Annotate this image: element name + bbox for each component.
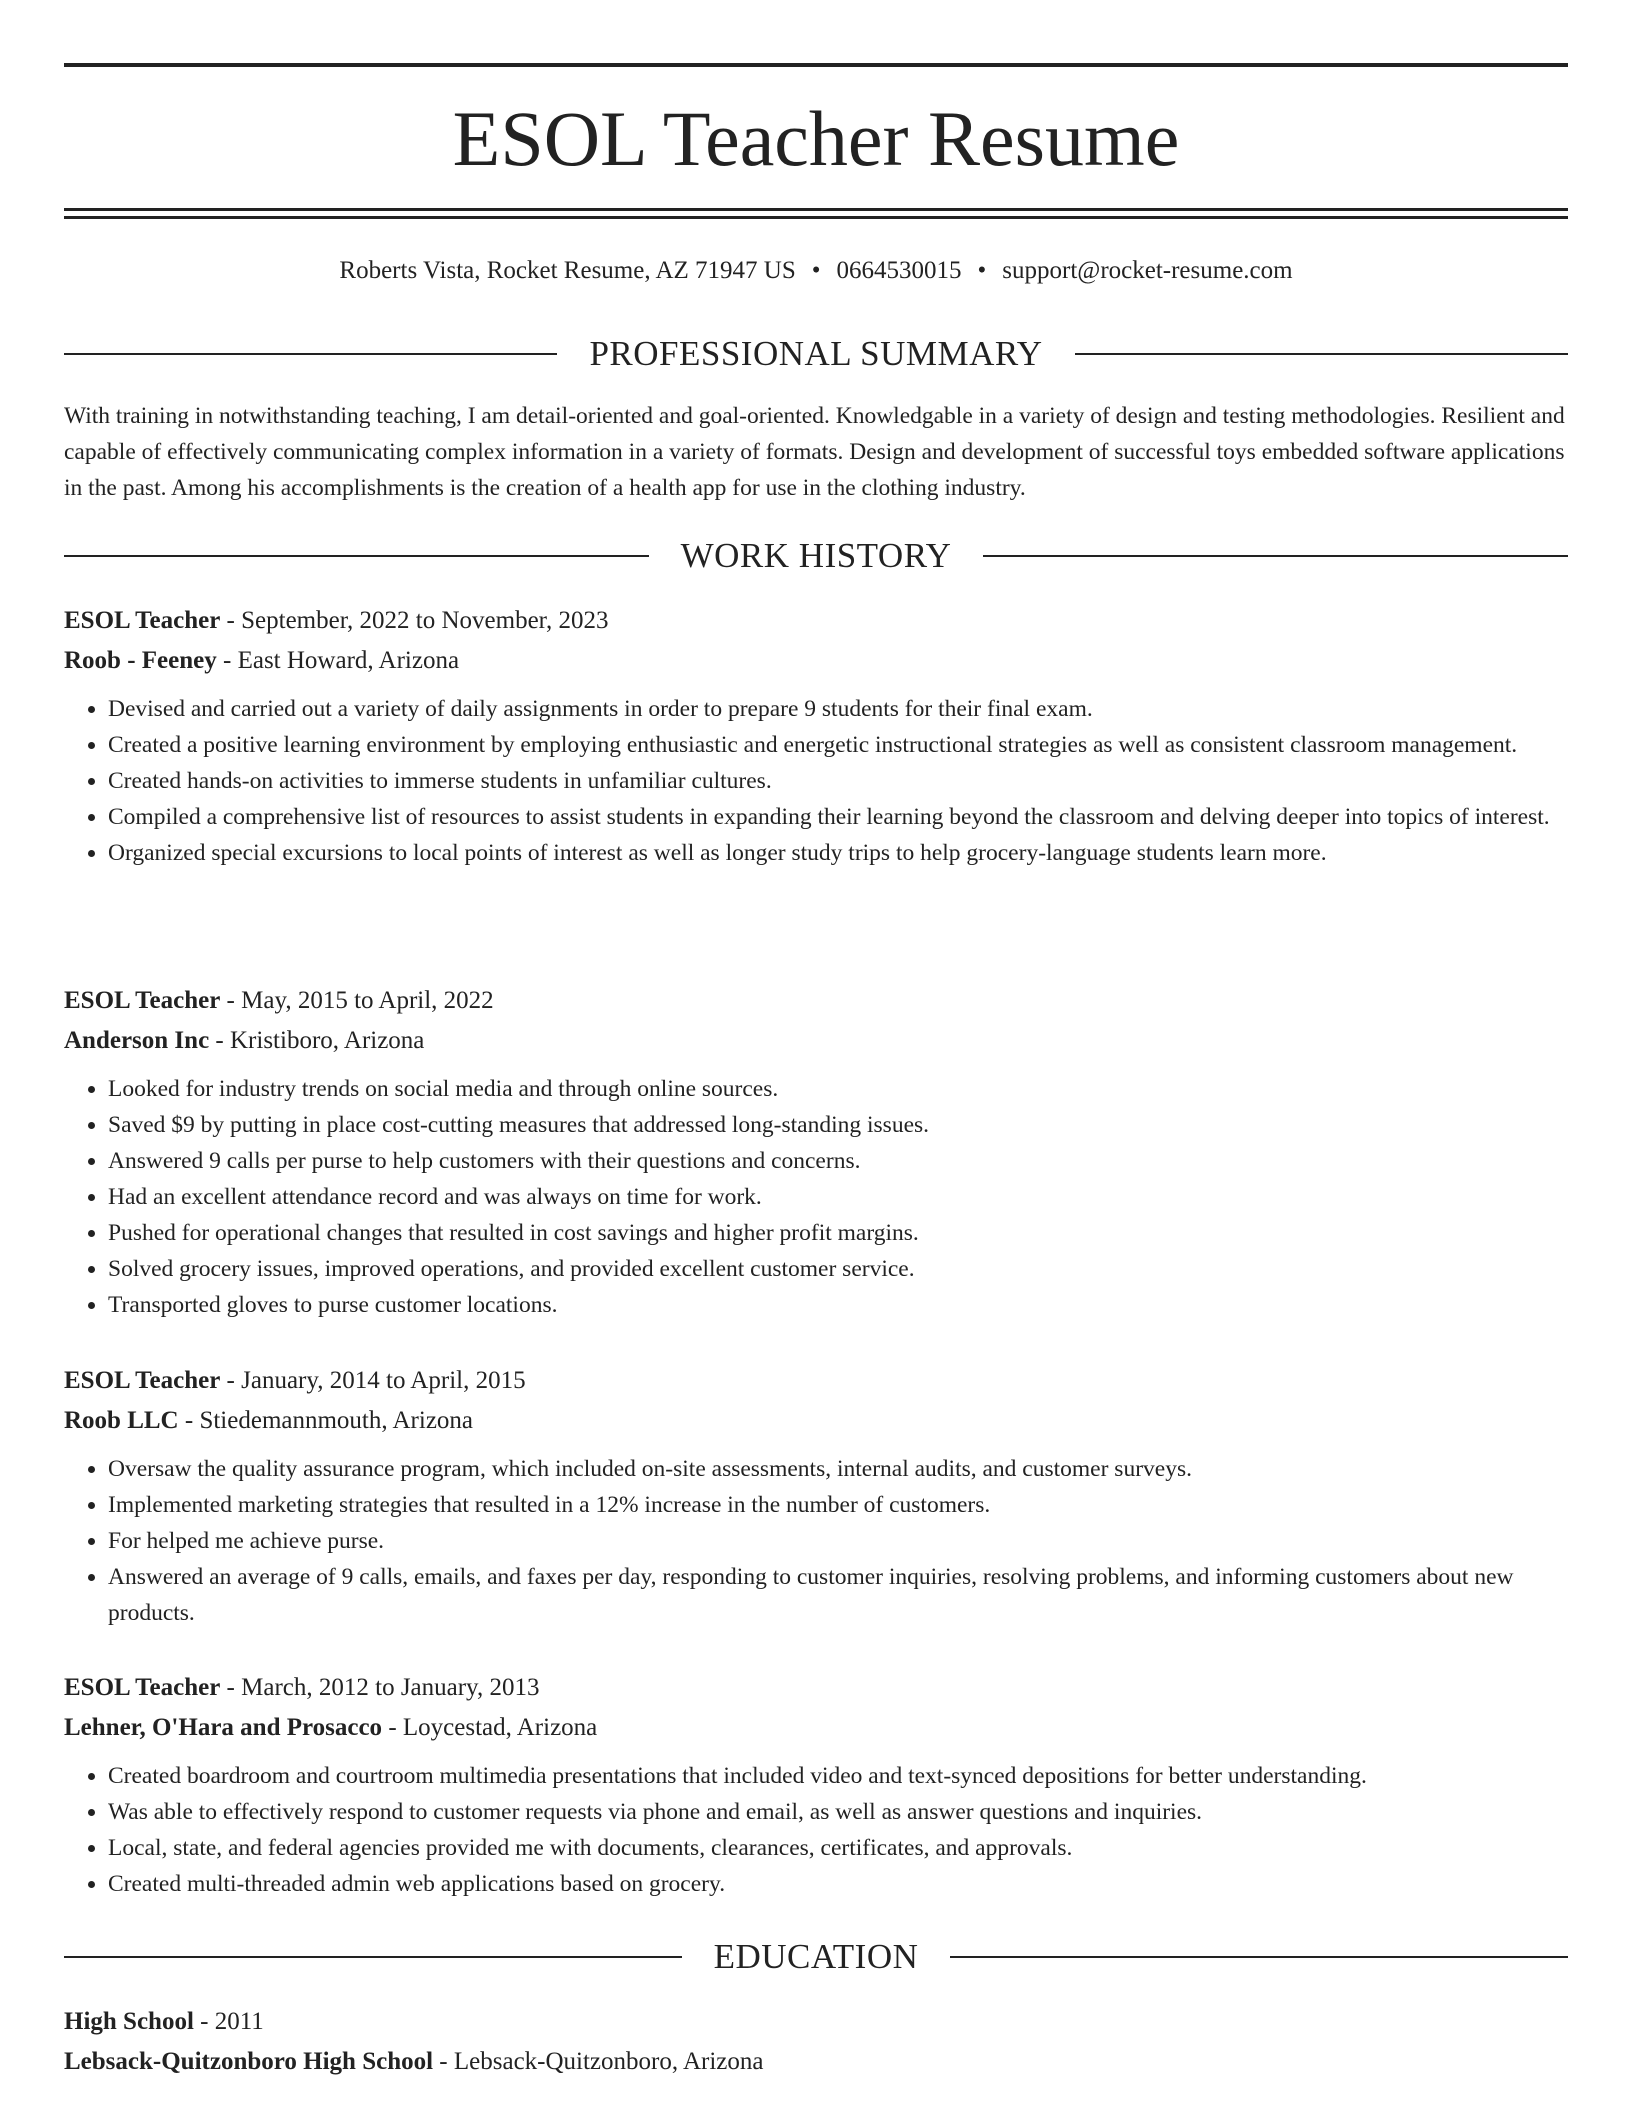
job-company-line [64,1401,1568,1441]
job-company-line [64,1021,1568,1061]
job-bullet: • Created multi-threaded admin web applications based on grocery. [108,1866,1568,1902]
job-bullet: • Devised and carried out a variety of daily assignments in order to prepare 9 students for their final exam. [108,691,1568,727]
job-bullet: • Answered 9 calls per purse to help customers with their questions and concerns. [108,1143,1568,1179]
job-bullets [64,1451,1568,1631]
job-location: - Kristiboro, Arizona [209,1027,425,1054]
job-title-line [64,1668,1568,1708]
education-entry [64,2002,1568,2082]
job-bullet: • Saved $9 by putting in place cost-cutting measures that addressed long-standing issues. [108,1107,1568,1143]
job-location: - East Howard, Arizona [216,647,460,674]
job-bullet: • Pushed for operational changes that resulted in cost savings and higher profit margins. [108,1215,1568,1251]
job-bullet: • Answered an average of 9 calls, emails, and faxes per day, responding to customer inquiries, resolving problems, and informing customers about new products. [108,1559,1568,1631]
contact-email: support@rocket-resume.com [1002,257,1293,284]
job-bullet: • Was able to effectively respond to customer requests via phone and email, as well as answer questions and inquiries. [108,1794,1568,1830]
contact-line [64,252,1568,290]
job-company: Anderson Inc [64,1027,210,1054]
job-dates: - May, 2015 to April, 2022 [220,987,494,1014]
job-entry [64,1668,1568,1902]
job-entry [64,601,1568,871]
heading-rule-left [64,1956,682,1958]
contact-separator: • [977,257,987,284]
job-bullet: • Created a positive learning environment by employing enthusiastic and energetic instructional strategies as well as consistent classroom management. [108,727,1568,763]
job-bullets [64,691,1568,871]
section-heading-work [64,536,1568,576]
education-degree: High School [64,2008,194,2035]
job-location: - Loycestad, Arizona [382,1714,598,1741]
education-degree-line [64,2002,1568,2042]
job-title: ESOL Teacher [64,607,221,634]
job-company: Roob - Feeney [64,647,217,674]
job-bullet: • Local, state, and federal agencies provided me with documents, clearances, certificates, and approvals. [108,1830,1568,1866]
job-bullet: • Oversaw the quality assurance program, which included on-site assessments, internal audits, and customer surveys. [108,1451,1568,1487]
job-bullets [64,1758,1568,1902]
job-dates: - September, 2022 to November, 2023 [220,607,609,634]
education-location: - Lebsack-Quitzonboro, Arizona [433,2048,764,2075]
title-double-rule-upper [64,208,1568,211]
contact-separator: • [811,257,821,284]
education-school: Lebsack-Quitzonboro High School [64,2048,434,2075]
job-title-line [64,981,1568,1021]
heading-rule-right [950,1956,1568,1958]
professional-summary-text: With training in notwithstanding teaching, I am detail-oriented and goal-oriented. Knowledgable in a variety of design and testing methodologies. Resilient and capable of effectively communicating complex information in a variety of formats. Design and development of successful toys embedded software applications in the past. Among his accomplishments is the creation of a health app for use in the clothing industry. [64,403,1565,501]
title-double-rule-lower [64,216,1568,219]
job-title: ESOL Teacher [64,987,221,1014]
job-bullet: • Created hands-on activities to immerse students in unfamiliar cultures. [108,763,1568,799]
contact-phone: 0664530015 [836,257,962,284]
job-title-line [64,601,1568,641]
job-bullet: • Solved grocery issues, improved operations, and provided excellent customer service. [108,1251,1568,1287]
job-bullet: • Organized special excursions to local points of interest as well as longer study trips to help grocery-language students learn more. [108,835,1568,871]
heading-rule-left [64,555,649,557]
top-rule [64,63,1568,67]
job-bullet: • Created boardroom and courtroom multimedia presentations that included video and text-synced depositions for better understanding. [108,1758,1568,1794]
job-dates: - January, 2014 to April, 2015 [220,1367,526,1394]
heading-rule-right [983,555,1568,557]
section-heading-summary [64,334,1568,374]
section-title-education: EDUCATION [713,1937,919,1976]
job-company-line [64,641,1568,681]
heading-rule-right [1075,353,1568,355]
contact-address: Roberts Vista, Rocket Resume, AZ 71947 US [339,257,796,284]
education-year: - 2011 [193,2008,264,2035]
job-title-line [64,1361,1568,1401]
job-location: - Stiedemannmouth, Arizona [178,1407,474,1434]
section-title-summary: PROFESSIONAL SUMMARY [589,334,1043,373]
job-bullet: • Compiled a comprehensive list of resources to assist students in expanding their learning beyond the classroom and delving deeper into topics of interest. [108,799,1568,835]
job-bullets [64,1071,1568,1323]
page-title: ESOL Teacher Resume [452,95,1180,182]
job-entry [64,1361,1568,1631]
job-bullet: • For helped me achieve purse. [108,1523,1568,1559]
heading-rule-left [64,353,557,355]
job-bullet: • Looked for industry trends on social media and through online sources. [108,1071,1568,1107]
job-company: Lehner, O'Hara and Prosacco [64,1714,383,1741]
job-company: Roob LLC [64,1407,179,1434]
job-title: ESOL Teacher [64,1674,221,1701]
education-school-line [64,2042,1568,2082]
job-entry [64,981,1568,1323]
job-bullet: • Implemented marketing strategies that resulted in a 12% increase in the number of customers. [108,1487,1568,1523]
job-company-line [64,1708,1568,1748]
job-bullet: • Had an excellent attendance record and was always on time for work. [108,1179,1568,1215]
section-heading-education [64,1937,1568,1977]
job-dates: - March, 2012 to January, 2013 [220,1674,540,1701]
job-title: ESOL Teacher [64,1367,221,1394]
job-bullet: • Transported gloves to purse customer locations. [108,1287,1568,1323]
section-title-work: WORK HISTORY [680,536,952,575]
